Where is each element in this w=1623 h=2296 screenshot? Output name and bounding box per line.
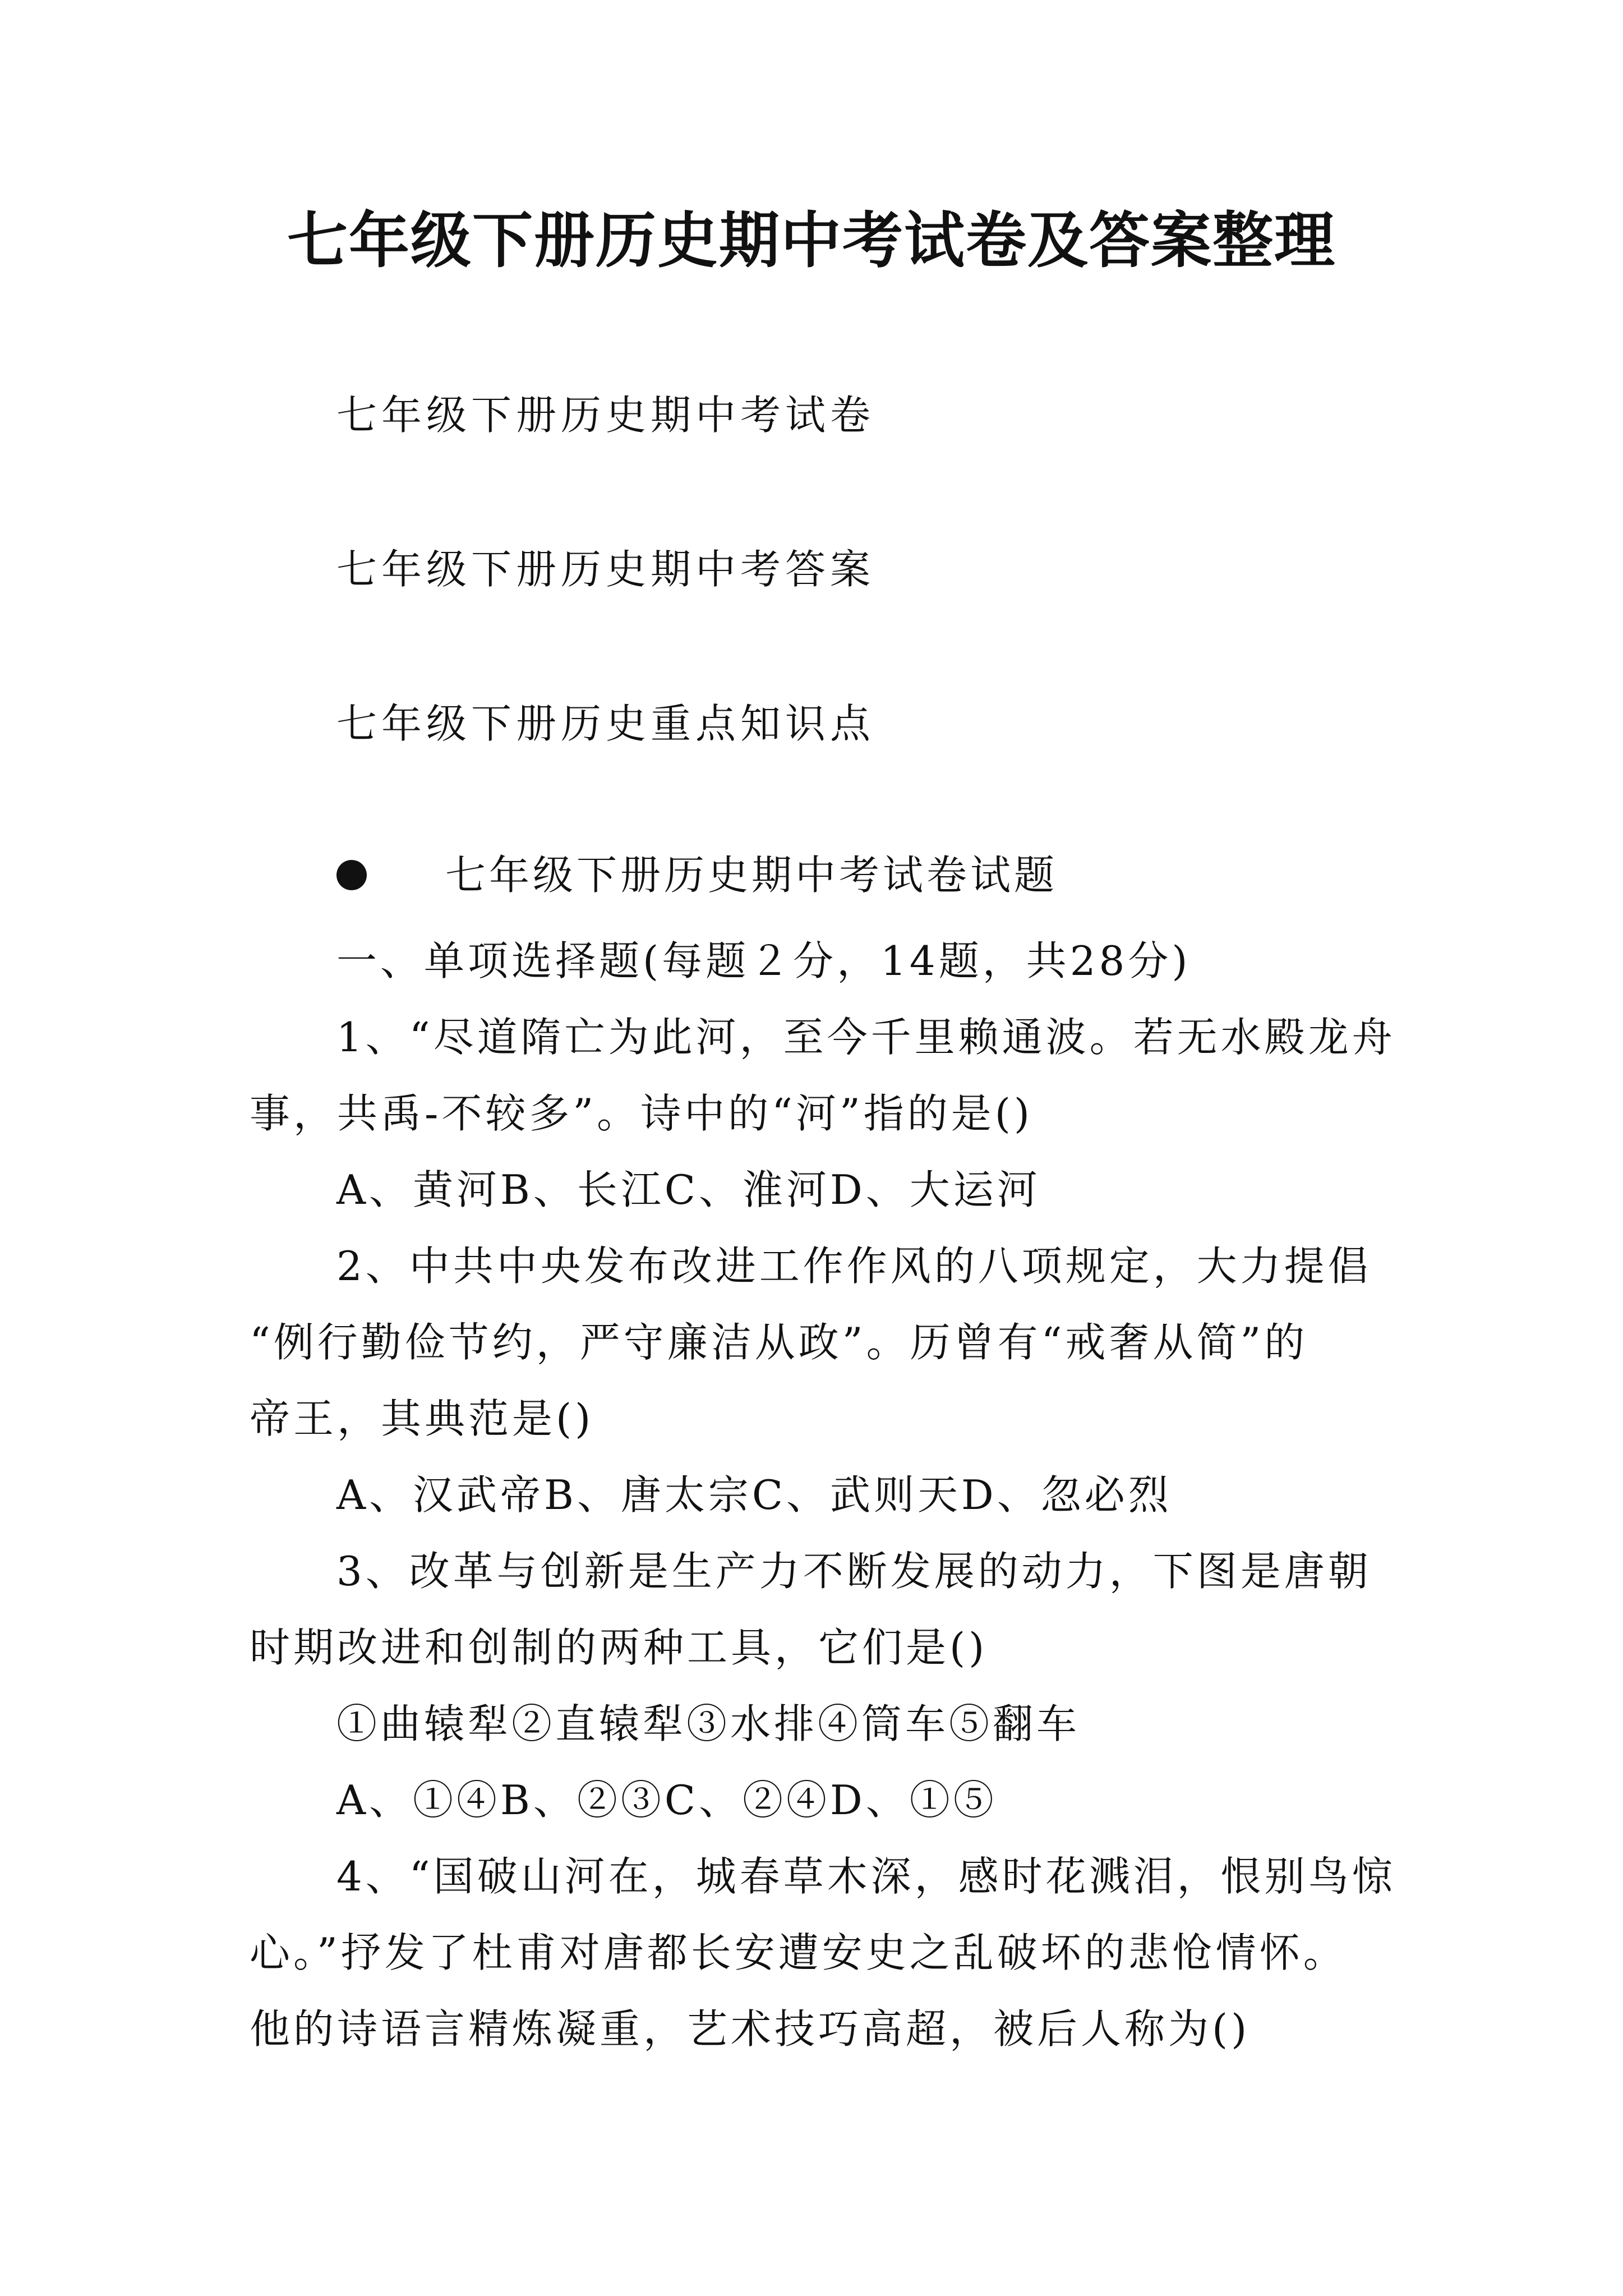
document-title: 七年级下册历史期中考试卷及答案整理: [287, 206, 1336, 276]
question-2-line-2: “例行勤俭节约，严守廉洁从政”。历曾有“戒奢从简”的: [250, 1319, 1308, 1366]
question-3-options: A、①④B、②③C、②④D、①⑤: [336, 1777, 997, 1824]
toc-item-exam: 七年级下册历史期中考试卷: [336, 392, 875, 439]
question-4-line-2: 心。”抒发了杜甫对唐都长安遭安史之乱破坏的悲怆情怀。: [250, 1929, 1347, 1976]
question-2-line-3: 帝王，其典范是(): [250, 1395, 594, 1442]
question-4-line-1: 4、“国破山河在，城春草木深，感时花溅泪，恨别鸟惊: [336, 1853, 1396, 1900]
question-3-items: ①曲辕犁②直辕犁③水排④筒车⑤翻车: [336, 1700, 1081, 1747]
question-1-line-2: 事，共禹-不较多”。诗中的“河”指的是(): [250, 1090, 1033, 1137]
question-1-options: A、黄河B、长江C、淮河D、大运河: [336, 1166, 1041, 1213]
bullet-icon: [336, 860, 367, 890]
question-4-line-3: 他的诗语言精炼凝重，艺术技巧高超，被后人称为(): [250, 2005, 1251, 2053]
question-2-line-1: 2、中共中央发布改进工作作风的八项规定，大力提倡: [336, 1243, 1372, 1290]
toc-item-knowledge: 七年级下册历史重点知识点: [336, 700, 875, 747]
toc-item-answers: 七年级下册历史期中考答案: [336, 546, 875, 593]
part-heading: 一、单项选择题(每题２分，14题，共28分): [336, 937, 1191, 984]
section-heading: [336, 847, 1058, 903]
question-3-line-1: 3、改革与创新是生产力不断发展的动力，下图是唐朝: [336, 1548, 1372, 1595]
question-3-line-2: 时期改进和创制的两种工具，它们是(): [250, 1624, 988, 1671]
question-1-line-1: 1、“尽道隋亡为此河，至今千里赖通波。若无水殿龙舟: [336, 1014, 1396, 1061]
question-2-options: A、汉武帝B、唐太宗C、武则天D、忽必烈: [336, 1471, 1172, 1519]
question-body: [250, 923, 1396, 2067]
section-heading-text: 七年级下册历史期中考试卷试题: [445, 852, 1058, 899]
